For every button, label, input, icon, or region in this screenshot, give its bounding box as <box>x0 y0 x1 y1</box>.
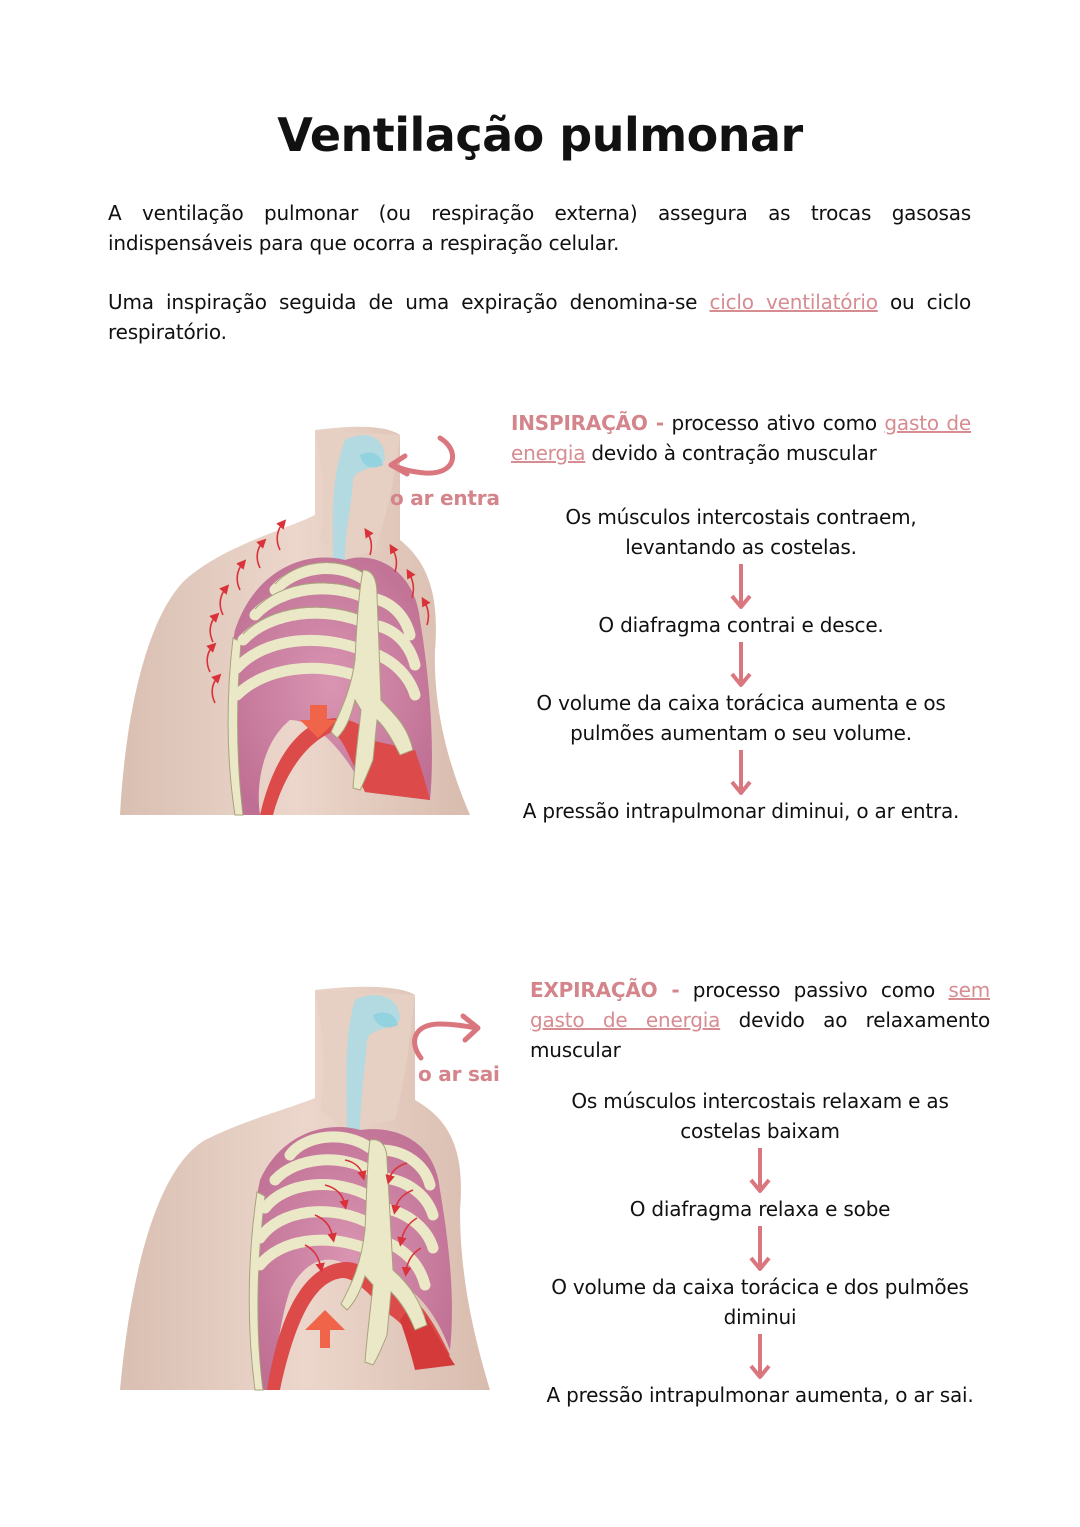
inspiration-step-2: O diafragma contrai e desce. <box>598 613 884 637</box>
expiration-step-2: O diafragma relaxa e sobe <box>629 1197 891 1221</box>
inspiration-heading <box>511 408 971 468</box>
expiration-title: EXPIRAÇÃO - <box>530 978 680 1002</box>
sem-gasto-de-energia-link[interactable]: sem gasto de energia <box>530 978 990 1032</box>
intro-p2-text-after: ou ciclo respiratório. <box>108 290 971 344</box>
ciclo-ventilatorio-link[interactable]: ciclo ventilatório <box>709 290 878 314</box>
expiration-step-4: A pressão intrapulmonar aumenta, o ar sai. <box>546 1383 974 1407</box>
intro-p2-text: Uma inspiração seguida de uma expiração denomina-se <box>108 290 710 314</box>
down-arrow-icon <box>748 1332 772 1380</box>
air-out-arrow-icon <box>405 1008 485 1063</box>
intro-paragraph-2 <box>108 287 971 347</box>
inspiration-desc: processo ativo como <box>663 411 885 435</box>
gasto-de-energia-link[interactable]: gasto de energia <box>511 411 971 465</box>
down-arrow-icon <box>729 748 753 796</box>
expiration-flow <box>530 1086 990 1410</box>
down-arrow-icon <box>748 1224 772 1272</box>
inspiration-step-4: A pressão intrapulmonar diminui, o ar entra. <box>522 799 960 823</box>
inspiration-desc-after: devido à contração muscular <box>585 441 877 465</box>
expiration-desc-after: devido ao relaxamento muscular <box>530 1008 990 1062</box>
expiration-heading <box>530 975 990 1065</box>
down-arrow-icon <box>748 1146 772 1194</box>
air-out-label: o ar sai <box>418 1062 500 1086</box>
down-arrow-icon <box>729 562 753 610</box>
air-in-label: o ar entra <box>390 486 500 510</box>
expiration-desc: processo passivo como <box>679 978 949 1002</box>
page-title: Ventilação pulmonar <box>277 108 803 162</box>
expiration-step-3: O volume da caixa torácica e dos pulmões diminui <box>551 1275 969 1329</box>
down-arrow-icon <box>729 640 753 688</box>
inspiration-step-3: O volume da caixa torácica aumenta e os pulmões aumentam o seu volume. <box>536 691 946 745</box>
inspiration-title: INSPIRAÇÃO - <box>511 411 664 435</box>
expiration-step-1: Os músculos intercostais relaxam e as costelas baixam <box>571 1089 949 1143</box>
air-in-arrow-icon <box>385 430 465 490</box>
intro-paragraph-1: A ventilação pulmonar (ou respiração externa) assegura as trocas gasosas indispensáveis para que ocorra a respiração celular. <box>108 201 971 255</box>
inspiration-step-1: Os músculos intercostais contraem, levantando as costelas. <box>565 505 917 559</box>
inspiration-flow <box>511 502 971 826</box>
